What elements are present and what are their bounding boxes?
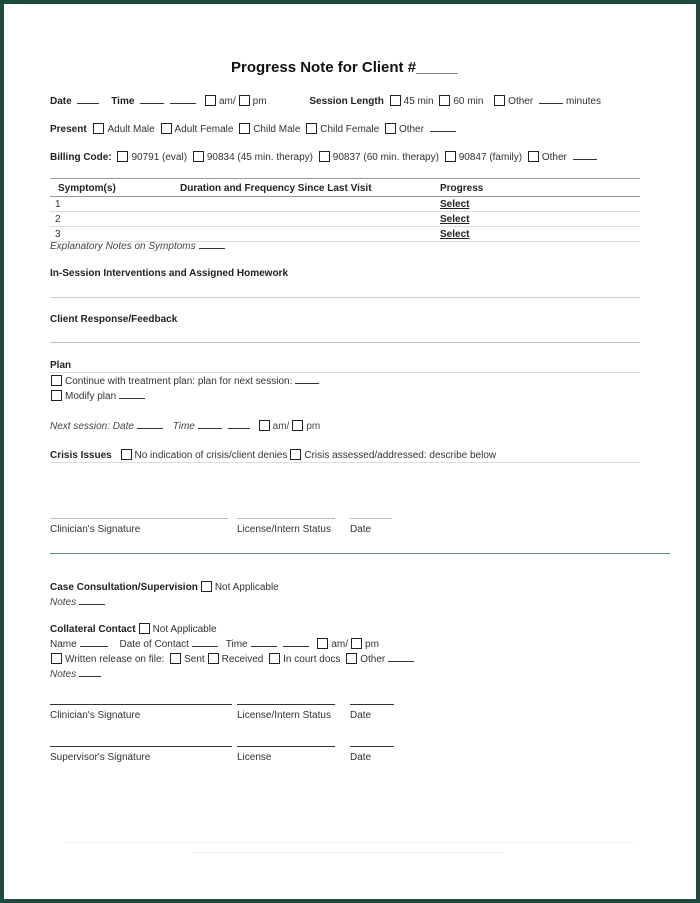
next-session-date-field[interactable] [137,420,163,429]
supervisor-date-label: Date [350,752,372,763]
other-present-checkbox[interactable] [385,123,396,134]
collateral-hour-field[interactable] [251,638,277,647]
form-page [4,4,696,899]
consult-na-checkbox[interactable] [201,581,212,592]
collateral-am-checkbox[interactable] [317,638,328,649]
consult-notes-field[interactable] [79,596,105,605]
consultation-label: Case Consultation/Supervision [50,582,198,593]
next-session-minute-field[interactable] [228,420,250,429]
collateral-contact-row [50,638,379,650]
date-label: Date [50,96,72,107]
billing-90791-label: 90791 (eval) [131,152,188,163]
adult-female-checkbox[interactable] [161,123,172,134]
court-docs-checkbox[interactable] [269,653,280,664]
no-crisis-label: No indication of crisis/client denies [134,450,288,461]
minutes-label: minutes [565,96,601,107]
date-of-contact-field[interactable] [192,638,218,647]
signature-date-label-2: Date [350,710,372,721]
footer-rule [64,842,634,843]
progress-header: Progress [440,183,484,194]
continue-plan-field[interactable] [295,375,319,384]
symptom-notes [50,240,228,252]
adult-male-label: Adult Male [107,124,155,135]
child-male-label: Child Male [253,124,301,135]
billing-label: Billing Code: [50,152,112,163]
next-pm-checkbox[interactable] [292,420,303,431]
45min-label: 45 min [403,96,434,107]
consult-notes-row [50,596,108,608]
minutes-field[interactable] [539,95,563,104]
child-male-checkbox[interactable] [239,123,250,134]
other-present-label: Other [398,124,424,135]
duration-header: Duration and Frequency Since Last Visit [180,183,372,194]
crisis-assessed-checkbox[interactable] [290,449,301,460]
page-title: Progress Note for Client #_____ [231,59,458,76]
45min-checkbox[interactable] [390,95,401,106]
billing-other-field[interactable] [573,151,597,160]
plan-modify-row [48,390,148,402]
clinician-signature-label: Clinician's Signature [50,524,141,535]
collateral-row [50,623,217,635]
table-header-rule [50,196,640,197]
next-session-time-label: Time [172,421,195,432]
clinician-signature-label-2: Clinician's Signature [50,710,141,721]
present-label: Present [50,124,87,135]
collateral-notes-field[interactable] [79,668,101,677]
footer-faint-text [194,852,504,853]
plan-rule [50,372,640,373]
billing-other-checkbox[interactable] [528,151,539,162]
billing-90834-checkbox[interactable] [193,151,204,162]
60min-checkbox[interactable] [439,95,450,106]
other-length-checkbox[interactable] [494,95,505,106]
collateral-notes-label: Notes [50,669,77,680]
collateral-name-field[interactable] [80,638,108,647]
table-row-num: 3 [55,229,61,240]
symptoms-table [50,178,640,241]
present-row [50,123,459,135]
received-label: Received [221,654,264,665]
release-other-checkbox[interactable] [346,653,357,664]
adult-female-label: Adult Female [174,124,234,135]
pm-checkbox[interactable] [239,95,250,106]
plan-continue-row [48,375,322,387]
received-checkbox[interactable] [208,653,219,664]
license-line[interactable] [237,518,335,519]
session-length-label: Session Length [309,96,384,107]
modify-plan-field[interactable] [119,390,145,399]
sent-label: Sent [184,654,205,665]
symptom-notes-field[interactable] [199,240,225,249]
symptoms-header: Symptom(s) [58,183,116,194]
symptom-notes-label: Explanatory Notes on Symptoms [50,241,196,252]
billing-90847-checkbox[interactable] [445,151,456,162]
plan-heading: Plan [50,360,72,371]
row-rule [50,226,640,227]
supervisor-date-line[interactable] [350,746,394,747]
collateral-name-label: Name [50,639,77,650]
date-signature-line-2[interactable] [350,704,394,705]
next-pm-label: pm [306,421,321,432]
collateral-time-label: Time [225,639,248,650]
next-session-date-label: Next session: Date [50,421,134,432]
consultation-row [50,581,279,593]
supervisor-signature-label: Supervisor's Signature [50,752,151,763]
60min-label: 60 min [453,96,484,107]
collateral-pm-label: pm [365,639,379,650]
continue-plan-checkbox[interactable] [51,375,62,386]
crisis-assessed-label: Crisis assessed/addressed: describe below [304,450,497,461]
time-field-minute[interactable] [170,95,196,104]
time-label: Time [111,96,135,107]
interventions-heading: In-Session Interventions and Assigned Homework [50,268,289,279]
time-field-hour[interactable] [140,95,164,104]
other-length-label: Other [508,96,534,107]
collateral-na-checkbox[interactable] [139,623,150,634]
response-heading: Client Response/Feedback [50,314,178,325]
child-female-checkbox[interactable] [306,123,317,134]
am-label: am/ [218,96,236,107]
billing-90834-label: 90834 (45 min. therapy) [206,152,313,163]
next-session-row [50,420,320,432]
date-field[interactable] [77,95,99,104]
next-am-label: am/ [272,421,290,432]
billing-90837-label: 90837 (60 min. therapy) [332,152,439,163]
license-line-2[interactable] [237,704,335,705]
response-line[interactable] [50,342,640,343]
clinician-signature-line[interactable] [50,518,228,519]
billing-other-label: Other [541,152,567,163]
billing-90847-label: 90847 (family) [458,152,523,163]
child-female-label: Child Female [320,124,380,135]
other-present-field[interactable] [430,123,456,132]
clinician-signature-line-2[interactable] [50,704,232,705]
adult-male-checkbox[interactable] [93,123,104,134]
section-divider [50,553,670,554]
billing-90791-checkbox[interactable] [117,151,128,162]
release-other-field[interactable] [388,653,414,662]
table-row-num: 2 [55,214,61,225]
crisis-label: Crisis Issues [50,450,112,461]
next-am-checkbox[interactable] [259,420,270,431]
interventions-line[interactable] [50,297,640,298]
crisis-row [50,449,496,461]
collateral-label: Collateral Contact [50,624,136,635]
signature-date-label: Date [350,524,372,535]
court-docs-label: In court docs [283,654,341,665]
consult-na-label: Not Applicable [214,582,279,593]
consult-notes-label: Notes [50,597,77,608]
progress-select[interactable]: Select [440,214,470,225]
written-release-label: Written release on file: [65,654,165,665]
supervisor-license-label: License [237,752,272,763]
date-signature-line[interactable] [350,518,392,519]
collateral-na-label: Not Applicable [152,624,217,635]
modify-plan-label: Modify plan [65,391,117,402]
billing-row [50,151,600,163]
no-crisis-checkbox[interactable] [121,449,132,460]
collateral-minute-field[interactable] [283,638,309,647]
license-status-label-2: License/Intern Status [237,710,331,721]
date-of-contact-label: Date of Contact [119,639,189,650]
supervisor-license-line[interactable] [237,746,335,747]
next-session-hour-field[interactable] [198,420,222,429]
license-status-label: License/Intern Status [237,524,331,535]
row-rule [50,211,640,212]
release-row [48,653,417,665]
crisis-line[interactable] [50,462,640,463]
date-row [50,95,601,107]
progress-select[interactable]: Select [440,199,470,210]
sent-checkbox[interactable] [170,653,181,664]
table-row-num: 1 [55,199,61,210]
progress-select[interactable]: Select [440,229,470,240]
release-other-label: Other [360,654,386,665]
collateral-pm-checkbox[interactable] [351,638,362,649]
am-checkbox[interactable] [205,95,216,106]
pm-label: pm [252,96,267,107]
modify-plan-checkbox[interactable] [51,390,62,401]
written-release-checkbox[interactable] [51,653,62,664]
supervisor-signature-line[interactable] [50,746,232,747]
continue-plan-label: Continue with treatment plan: plan for next session: [65,376,293,387]
billing-90837-checkbox[interactable] [319,151,330,162]
collateral-notes-row [50,668,104,680]
collateral-am-label: am/ [331,639,349,650]
